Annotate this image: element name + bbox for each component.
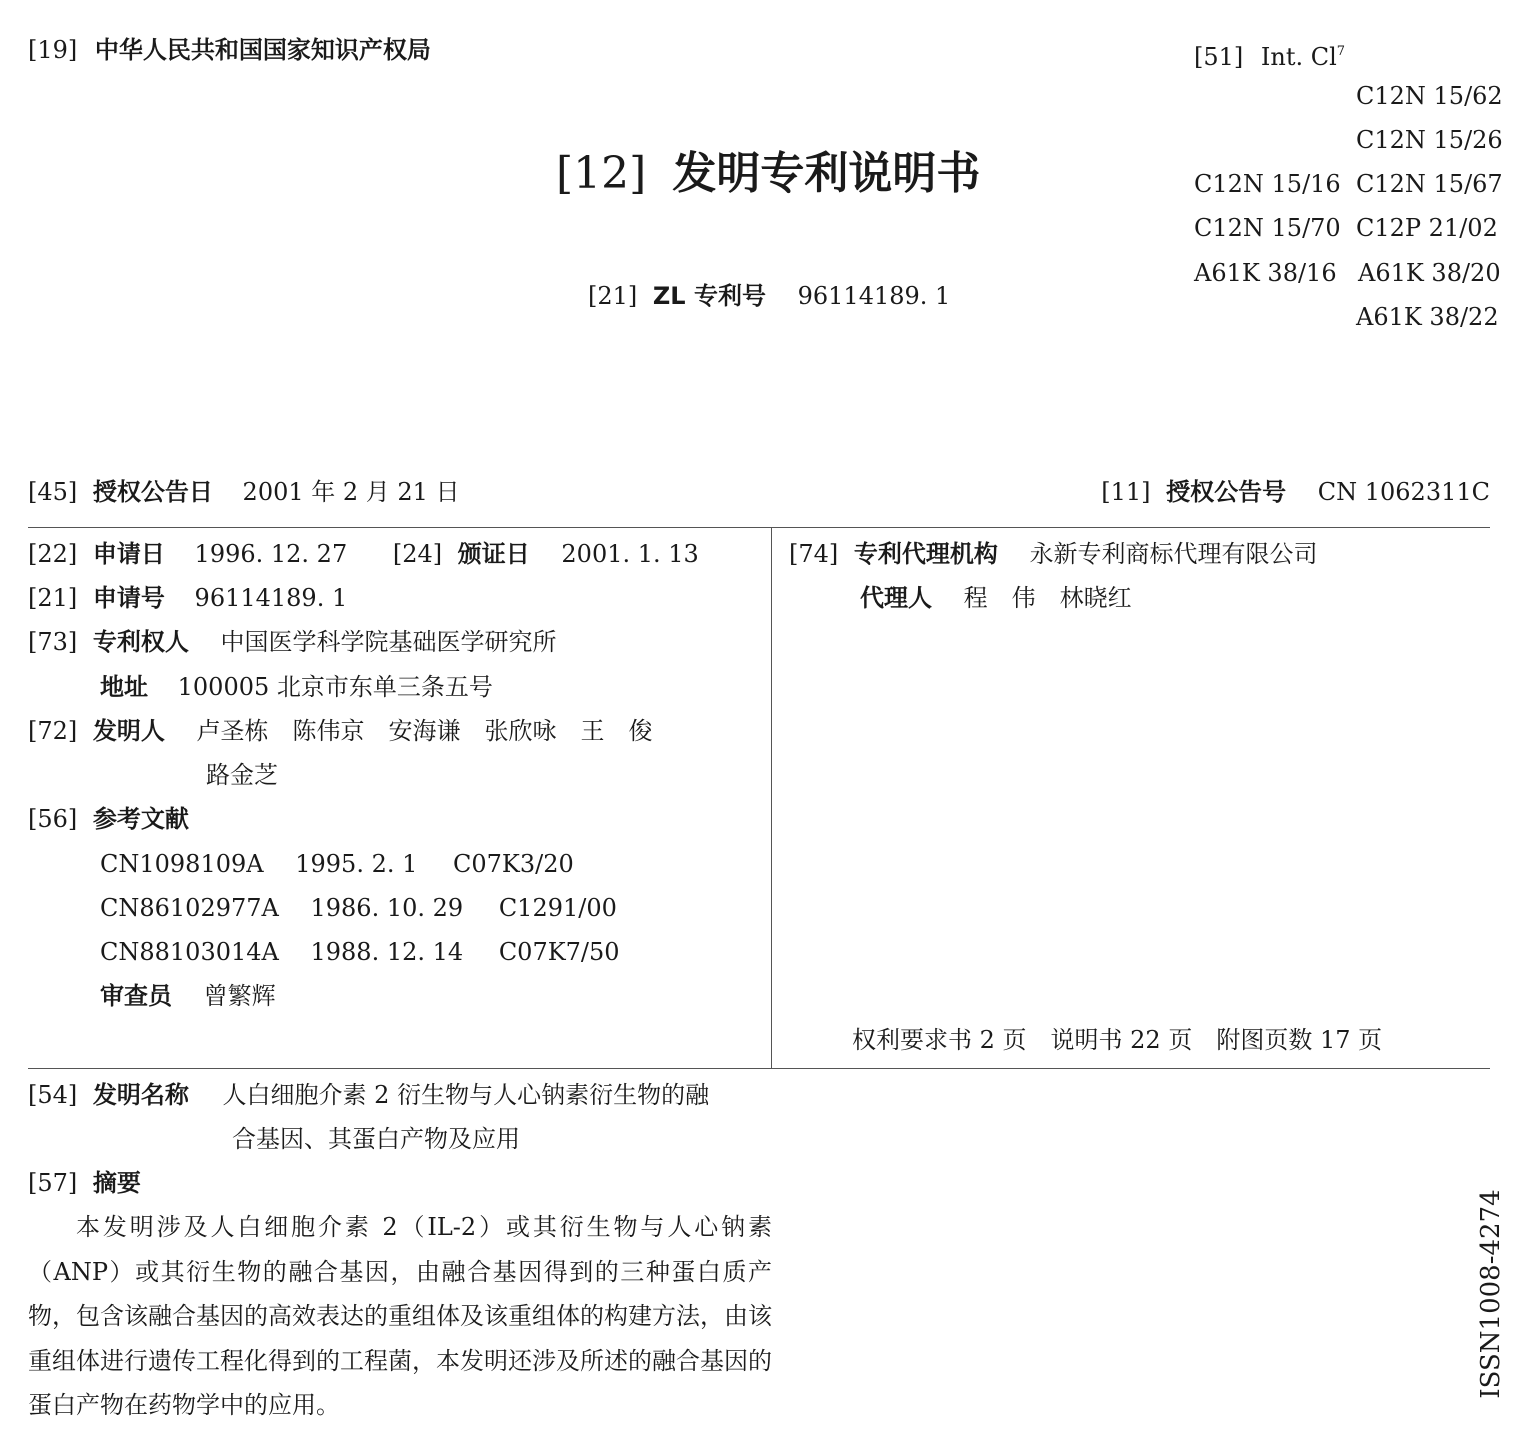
agency-row	[789, 540, 1318, 568]
abstract-label: 摘要	[92, 1169, 141, 1197]
office-name: 中华人民共和国国家知识产权局	[94, 36, 431, 64]
examiner-row	[100, 982, 276, 1010]
doc-type: 发明专利说明书	[672, 148, 981, 199]
zl-number: 96114189. 1	[797, 282, 951, 310]
ref-doc: CN88103014A	[100, 938, 279, 966]
filing-date: 1996. 12. 27	[194, 540, 348, 568]
abstract-text: 本发明涉及人白细胞介素 2（IL-2）或其衍生物与人心钠素（ANP）或其衍生物的融合基因，由融合基因得到的三种蛋白质产物，包含该融合基因的高效表达的重组体及该重组体的构建方法，由该重组体进行遗传工程化得到的工程菌，本发明还涉及所述的融合基因的蛋白产物在药物学中的应用。	[28, 1213, 772, 1419]
ref-class: C1291/00	[498, 894, 617, 922]
rule-top	[28, 527, 1490, 528]
grant-number-row	[1101, 478, 1490, 506]
tag-22: [22]	[28, 540, 78, 568]
owner-label: 专利权人	[92, 628, 189, 656]
header-office	[28, 36, 431, 64]
ref-doc: CN86102977A	[100, 894, 279, 922]
ref-date: 1995. 2. 1	[295, 850, 418, 878]
class-code: A61K 38/22	[1356, 303, 1499, 331]
inventors-line-2: 路金芝	[206, 761, 278, 789]
owner: 中国医学科学院基础医学研究所	[220, 628, 557, 656]
filing-row	[28, 540, 699, 568]
grant-number: CN 1062311C	[1317, 478, 1490, 506]
agency-label: 专利代理机构	[853, 540, 998, 568]
tag-12: [12]	[556, 148, 647, 199]
abstract-heading	[28, 1169, 141, 1197]
tag-73: [73]	[28, 628, 78, 656]
grant-date-label: 授权公告日	[92, 478, 213, 506]
class-code: C12N 15/26	[1356, 126, 1503, 154]
tag-19: [19]	[28, 36, 78, 64]
appno-row	[28, 584, 347, 612]
title-label: 发明名称	[92, 1081, 189, 1109]
class-code: C12N 15/16	[1194, 170, 1341, 198]
owner-row	[28, 628, 557, 656]
title-line-2: 合基因、其蛋白产物及应用	[232, 1125, 520, 1153]
examiner-label: 审查员	[100, 982, 172, 1010]
inventors-row	[28, 717, 653, 745]
zl-label: ZL 专利号	[652, 282, 766, 310]
reference-row	[100, 938, 620, 966]
tag-54: [54]	[28, 1081, 78, 1109]
filing-label: 申请日	[92, 540, 165, 568]
inventors-label: 发明人	[92, 717, 165, 745]
intcl-edition: 7	[1336, 44, 1346, 59]
reference-row	[100, 894, 617, 922]
ref-date: 1988. 12. 14	[310, 938, 464, 966]
rule-bottom	[28, 1068, 1490, 1069]
class-code: A61K 38/16	[1194, 259, 1337, 287]
tag-21: [21]	[28, 584, 78, 612]
cert-date: 2001. 1. 13	[561, 540, 699, 568]
intcl-label: Int. Cl	[1260, 43, 1337, 71]
page-counts: 权利要求书 2 页 说明书 22 页 附图页数 17 页	[852, 1026, 1383, 1054]
appno: 96114189. 1	[194, 584, 348, 612]
doc-title	[556, 146, 980, 202]
agent-label: 代理人	[860, 584, 932, 612]
tag-57: [57]	[28, 1169, 78, 1197]
inventors-line-1: 卢圣栋 陈伟京 安海谦 张欣咏 王 俊	[196, 717, 653, 745]
agents: 程 伟 林晓红	[963, 584, 1132, 612]
reference-row	[100, 850, 574, 878]
tag-56: [56]	[28, 805, 78, 833]
class-code: C12N 15/67	[1356, 170, 1503, 198]
tag-21-header: [21]	[588, 282, 638, 310]
refs-label: 参考文献	[92, 805, 189, 833]
ref-date: 1986. 10. 29	[310, 894, 464, 922]
tag-11: [11]	[1101, 478, 1151, 506]
tag-74: [74]	[789, 540, 839, 568]
ref-class: C07K7/50	[498, 938, 620, 966]
refs-heading	[28, 805, 189, 833]
tag-45: [45]	[28, 478, 78, 506]
address-label: 地址	[100, 673, 148, 701]
ref-doc: CN1098109A	[100, 850, 264, 878]
agency: 永新专利商标代理有限公司	[1029, 540, 1318, 568]
class-code: C12P 21/02	[1356, 214, 1498, 242]
invention-title-row	[28, 1081, 709, 1109]
ref-class: C07K3/20	[453, 850, 574, 878]
examiner: 曾繁辉	[203, 982, 276, 1010]
grant-number-label: 授权公告号	[1166, 478, 1287, 506]
cert-label: 颁证日	[457, 540, 530, 568]
agent-row	[860, 584, 1132, 612]
address-row	[100, 673, 493, 701]
grant-date-row	[28, 478, 460, 506]
tag-24: [24]	[392, 540, 443, 568]
issn: ISSN1008-4274	[1476, 1189, 1506, 1399]
address: 100005 北京市东单三条五号	[177, 673, 493, 701]
appno-label: 申请号	[92, 584, 165, 612]
title-line-1: 人白细胞介素 2 衍生物与人心钠素衍生物的融	[222, 1081, 710, 1109]
tag-72: [72]	[28, 717, 78, 745]
grant-date: 2001 年 2 月 21 日	[242, 478, 460, 506]
class-code: C12N 15/70	[1194, 214, 1341, 242]
class-code: A61K 38/20	[1358, 259, 1501, 287]
class-code: C12N 15/62	[1356, 82, 1503, 110]
rule-column	[771, 527, 772, 1068]
zl-patent-number	[588, 282, 950, 310]
intcl-heading	[1194, 38, 1345, 71]
tag-51: [51]	[1194, 43, 1244, 71]
